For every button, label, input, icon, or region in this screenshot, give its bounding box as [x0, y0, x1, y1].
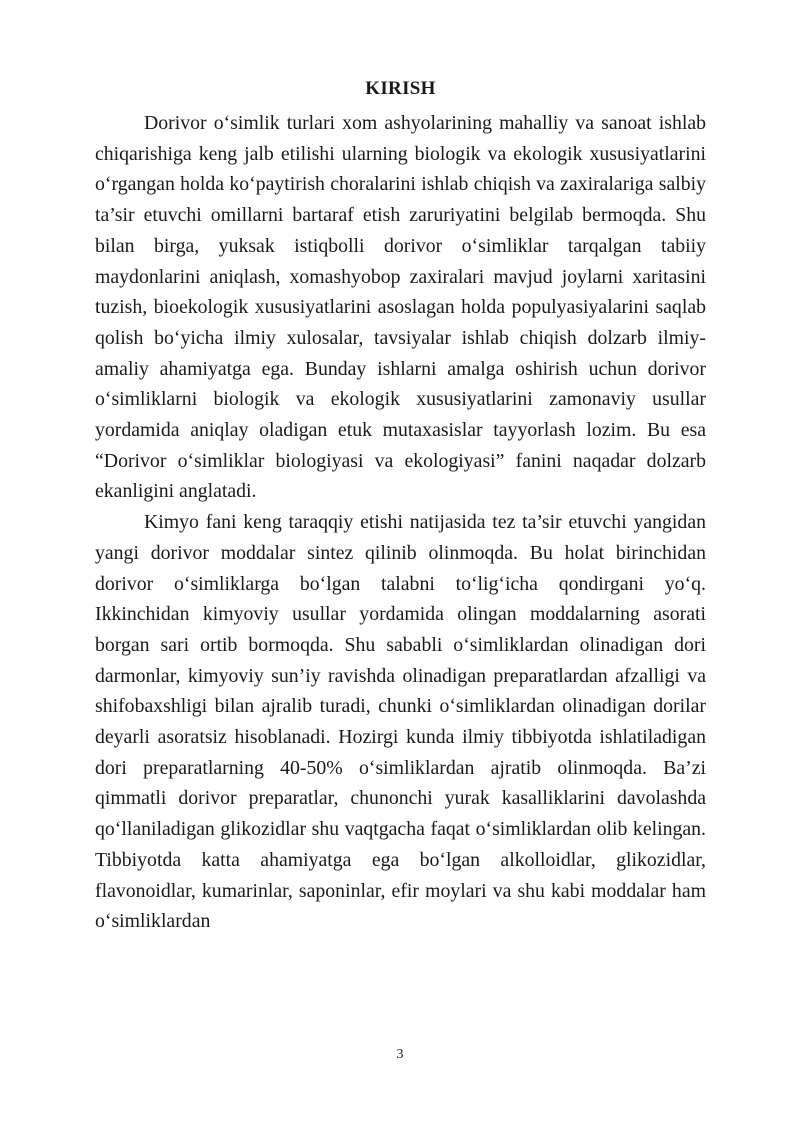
paragraph-intro: Dorivor o‘simlik turlari xom ashyolarining mahalliy va sanoat ishlab chiqarishiga keng jalb etilishi ularning biologik va ekologik xususiyatlarini o‘rgangan holda ko‘paytirish choralarini ishlab chiqish va zaxiralariga salbiy ta’sir etuvchi omillarni bartaraf etish zaruriyatini belgilab bermoqda. Shu bilan birga, yuksak istiqbolli dorivor o‘simliklar tarqalgan tabiiy maydonlarini aniqlash, xomashyobop zaxiralari mavjud joylarni xaritasini tuzish, bioekologik xususiyatlarini asoslagan holda populyasiyalarini saqlab qolish bo‘yicha ilmiy xulosalar, tavsiyalar ishlab chiqish dolzarb ilmiy-amaliy ahamiyatga ega. Bunday ishlarni amalga oshirish uchun dorivor o‘simliklarni biologik va ekologik xususiyatlarini zamonaviy usullar yordamida aniqlay oladigan etuk mutaxasislar tayyorlash lozim. Bu esa “Dorivor o‘simliklar biologiyasi va ekologiyasi” fanini naqadar dolzarb ekanligini anglatadi.: [95, 112, 706, 503]
paragraph-chemistry: Kimyo fani keng taraqqiy etishi natijasida tez ta’sir etuvchi yangidan yangi dorivor moddalar sintez qilinib olinmoqda. Bu holat birinchidan dorivor o‘simliklarga bo‘lgan talabni to‘lig‘icha qondirgani yo‘q. Ikkinchidan kimyoviy usullar yordamida olingan moddalarning asorati borgan sari ortib bormoqda. Shu sababli o‘simliklardan olinadigan dori darmonlar, kimyoviy sun’iy ravishda olinadigan preparatlardan afzalligi va shifobaxshligi bilan ajralib turadi, chunki o‘simliklardan olinadigan dorilar deyarli asoratsiz hisoblanadi. Hozirgi kunda ilmiy tibbiyotda ishlatiladigan dori preparatlarning 40-50% o‘simliklardan ajratib olinmoqda. Ba’zi qimmatli dorivor preparatlar, chunonchi yurak kasalliklarini davolashda qo‘llaniladigan glikozidlar shu vaqtgacha faqat o‘simliklardan olib kelingan. Tibbiyotda katta ahamiyatga ega bo‘lgan alkolloidlar, glikozidlar, flavonoidlar, kumarinlar, saponinlar, efir moylari va shu kabi moddalar ham o‘simliklardan: [95, 511, 706, 933]
page-number: 3: [396, 1047, 404, 1062]
document-page: [95, 74, 706, 937]
section-title: KIRISH: [365, 78, 436, 99]
